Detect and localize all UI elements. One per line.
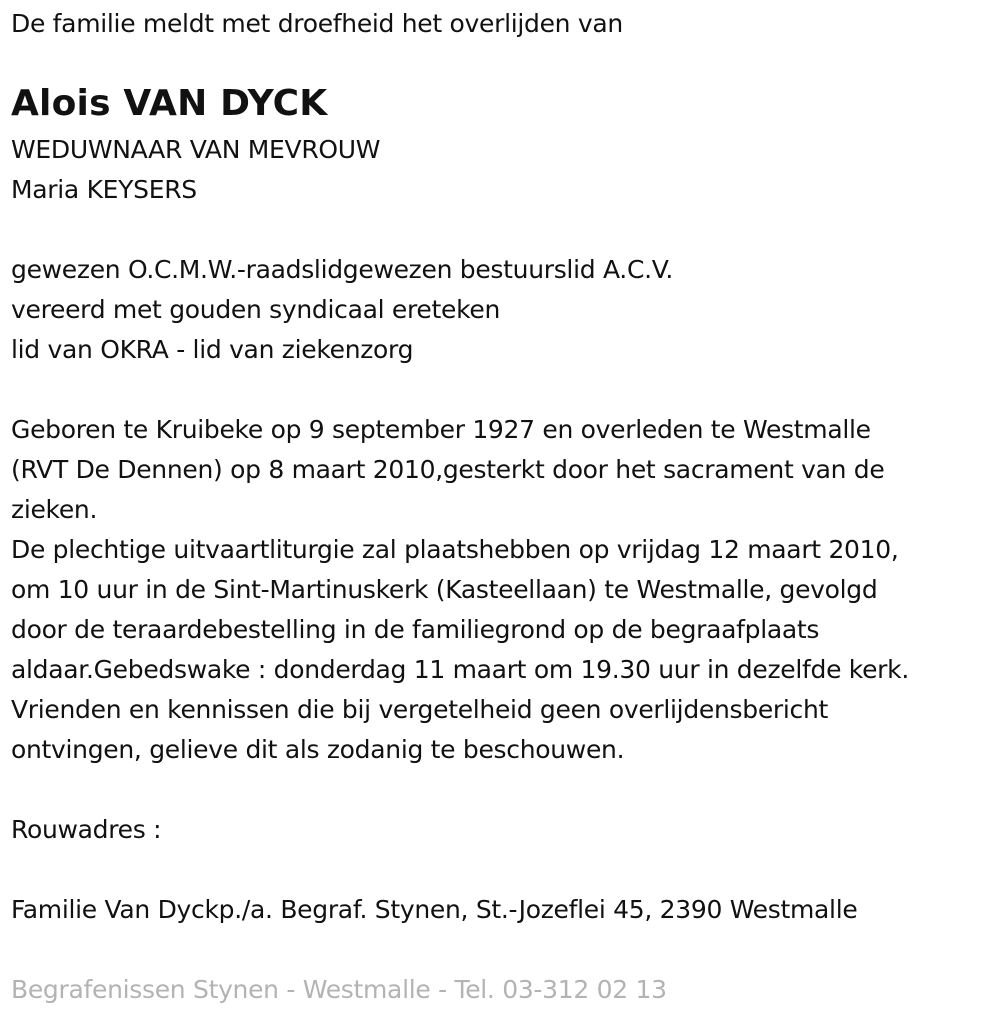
death-notice <box>11 4 986 1010</box>
deceased-name: Alois VAN DYCK <box>11 83 328 124</box>
spacer <box>11 930 986 970</box>
spacer <box>11 210 986 250</box>
title-line: vereerd met gouden syndicaal ereteken <box>11 295 500 324</box>
spouse-name: Maria KEYSERS <box>11 175 197 204</box>
body-line: door de teraardebestelling in de familiegrond op de begraafplaats <box>11 615 820 644</box>
address-text: Familie Van Dyckp./a. Begraf. Stynen, St.-Jozeflei 45, 2390 Westmalle <box>11 895 858 924</box>
body-line: De plechtige uitvaartliturgie zal plaatshebben op vrijdag 12 maart 2010, <box>11 535 899 564</box>
body-line: (RVT De Dennen) op 8 maart 2010,gesterkt door het sacrament van de <box>11 455 885 484</box>
spacer <box>11 850 986 890</box>
title-line: gewezen O.C.M.W.-raadslidgewezen bestuurslid A.C.V. <box>11 255 673 284</box>
body-line: om 10 uur in de Sint-Martinuskerk (Kasteellaan) te Westmalle, gevolgd <box>11 575 878 604</box>
body-line: zieken. <box>11 495 98 524</box>
address-label: Rouwadres : <box>11 815 162 844</box>
body-line: Geboren te Kruibeke op 9 september 1927 en overleden te Westmalle <box>11 415 871 444</box>
spacer <box>11 770 986 810</box>
title-line: lid van OKRA - lid van ziekenzorg <box>11 335 414 364</box>
intro-text: De familie meldt met droefheid het overlijden van <box>11 9 623 38</box>
funeral-home-footer: Begrafenissen Stynen - Westmalle - Tel. 03-312 02 13 <box>11 975 667 1004</box>
relation-line: WEDUWNAAR VAN MEVROUW <box>11 135 381 164</box>
body-line: ontvingen, gelieve dit als zodanig te beschouwen. <box>11 735 625 764</box>
spacer <box>11 370 986 410</box>
body-line: Vrienden en kennissen die bij vergetelheid geen overlijdensbericht <box>11 695 829 724</box>
body-line: aldaar.Gebedswake : donderdag 11 maart om 19.30 uur in dezelfde kerk. <box>11 655 909 684</box>
